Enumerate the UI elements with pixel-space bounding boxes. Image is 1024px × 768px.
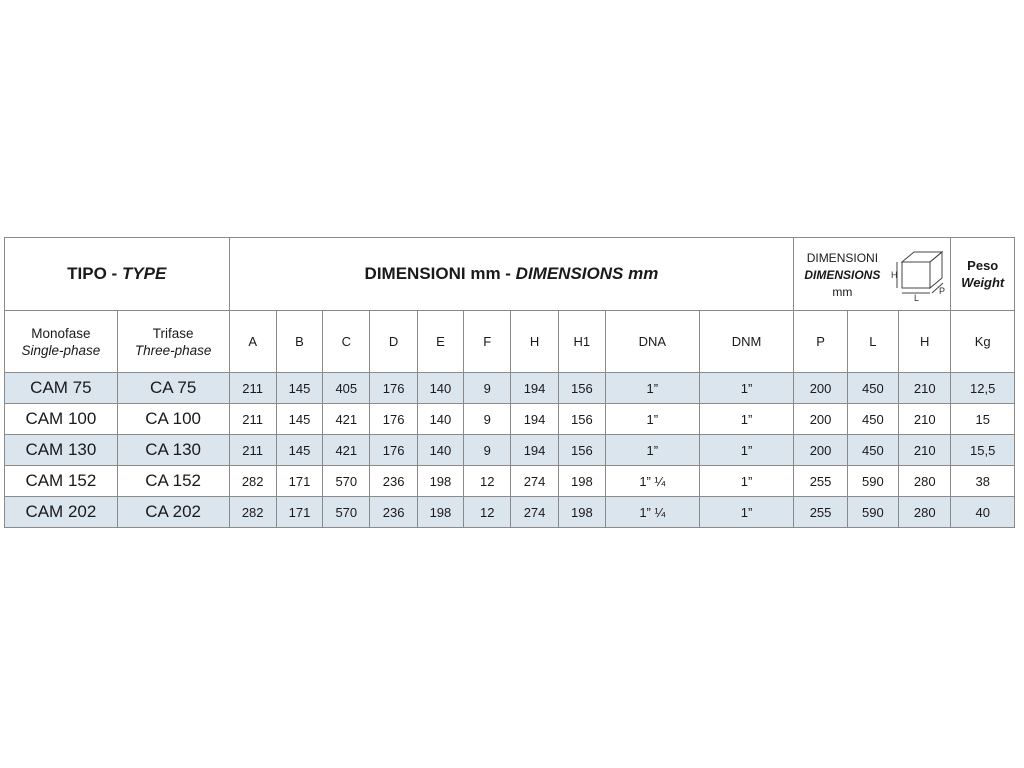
dimensions-table — [4, 237, 1015, 528]
table-row — [5, 497, 1015, 528]
three-phase-model: CA 130 — [117, 435, 229, 466]
table-row — [5, 404, 1015, 435]
cell-h: 194 — [511, 404, 558, 435]
cell-pack-p: 255 — [794, 466, 847, 497]
weight-header-text — [951, 257, 1014, 291]
cell-b: 145 — [276, 435, 322, 466]
cell-c: 570 — [323, 466, 370, 497]
dimensions-header-text — [365, 264, 659, 283]
cell-b: 145 — [276, 373, 322, 404]
cell-pack-p: 200 — [794, 435, 847, 466]
cell-pack-l: 450 — [847, 404, 898, 435]
title-row — [5, 238, 1015, 311]
cell-d: 176 — [370, 435, 417, 466]
cell-pack-l: 450 — [847, 435, 898, 466]
column-header-d: D — [370, 311, 417, 373]
cell-c: 405 — [323, 373, 370, 404]
cell-h: 274 — [511, 466, 558, 497]
type-header-text — [67, 264, 166, 283]
cell-a: 211 — [229, 435, 276, 466]
cell-h: 274 — [511, 497, 558, 528]
cell-pack-l: 450 — [847, 373, 898, 404]
cell-b: 171 — [276, 497, 322, 528]
cell-h: 194 — [511, 373, 558, 404]
cell-e: 140 — [417, 404, 463, 435]
cell-f: 12 — [464, 466, 511, 497]
column-header-f: F — [464, 311, 511, 373]
single-phase-model: CAM 202 — [5, 497, 118, 528]
cell-f: 9 — [464, 373, 511, 404]
cell-pack-h: 210 — [899, 435, 951, 466]
cell-d: 176 — [370, 404, 417, 435]
cell-kg: 40 — [951, 497, 1015, 528]
cell-b: 145 — [276, 404, 322, 435]
packaging-header-text — [796, 250, 888, 301]
cell-h1: 198 — [558, 497, 605, 528]
cell-pack-h: 210 — [899, 404, 951, 435]
weight-label-en: Weight — [961, 275, 1005, 290]
single-phase-label-en: Single-phase — [21, 342, 101, 358]
single-phase-model: CAM 152 — [5, 466, 118, 497]
cell-e: 198 — [417, 497, 463, 528]
packaging-label-en: DIMENSIONS — [804, 268, 881, 282]
cell-b: 171 — [276, 466, 322, 497]
column-header-b: B — [276, 311, 322, 373]
packaging-header — [794, 238, 951, 311]
cell-pack-h: 210 — [899, 373, 951, 404]
single-phase-model: CAM 100 — [5, 404, 118, 435]
three-phase-model: CA 152 — [117, 466, 229, 497]
cell-h1: 156 — [558, 435, 605, 466]
cell-kg: 12,5 — [951, 373, 1015, 404]
cell-dnm: 1” — [699, 435, 794, 466]
column-header-pack-l: L — [847, 311, 898, 373]
subheader-row — [5, 311, 1015, 373]
cell-dna: 1” — [606, 435, 700, 466]
single-phase-model: CAM 75 — [5, 373, 118, 404]
cell-dnm: 1” — [699, 373, 794, 404]
cell-h: 194 — [511, 435, 558, 466]
column-header-h1: H1 — [558, 311, 605, 373]
cell-pack-l: 590 — [847, 466, 898, 497]
cell-dna: 1” — [606, 373, 700, 404]
cell-c: 421 — [323, 404, 370, 435]
cell-dna: 1” — [606, 404, 700, 435]
cell-pack-l: 590 — [847, 497, 898, 528]
cell-a: 211 — [229, 373, 276, 404]
cell-pack-p: 200 — [794, 404, 847, 435]
cell-d: 236 — [370, 466, 417, 497]
three-phase-header — [117, 311, 229, 373]
dimensions-header — [229, 238, 794, 311]
box-dimensions-icon — [890, 244, 948, 302]
weight-label-it: Peso — [967, 258, 999, 273]
cell-dna: 1” ¼ — [606, 497, 700, 528]
type-header — [5, 238, 230, 311]
icon-label-p: P — [939, 286, 946, 296]
dimensions-label-en: DIMENSIONS mm — [515, 264, 659, 283]
column-header-a: A — [229, 311, 276, 373]
cell-h1: 198 — [558, 466, 605, 497]
cell-pack-p: 255 — [794, 497, 847, 528]
icon-label-h: H — [891, 270, 898, 280]
cell-d: 236 — [370, 497, 417, 528]
cell-d: 176 — [370, 373, 417, 404]
cell-c: 570 — [323, 497, 370, 528]
type-label-it: TIPO - — [67, 264, 122, 283]
table-row — [5, 466, 1015, 497]
packaging-unit: mm — [832, 285, 853, 299]
table-row — [5, 373, 1015, 404]
single-phase-header — [5, 311, 118, 373]
cell-c: 421 — [323, 435, 370, 466]
cell-dnm: 1” — [699, 404, 794, 435]
dimensions-label-it: DIMENSIONI mm - — [364, 264, 516, 283]
cell-e: 140 — [417, 435, 463, 466]
three-phase-model: CA 75 — [117, 373, 229, 404]
cell-a: 282 — [229, 466, 276, 497]
cell-e: 198 — [417, 466, 463, 497]
table-body — [5, 373, 1015, 528]
column-header-kg: Kg — [951, 311, 1015, 373]
cell-kg: 38 — [951, 466, 1015, 497]
cell-f: 9 — [464, 404, 511, 435]
cell-e: 140 — [417, 373, 463, 404]
three-phase-label-it: Trifase — [152, 325, 194, 341]
cell-dna: 1” ¼ — [606, 466, 700, 497]
table-row — [5, 435, 1015, 466]
three-phase-header-text — [118, 325, 229, 359]
column-header-e: E — [417, 311, 463, 373]
single-phase-header-text — [5, 325, 117, 359]
cell-dnm: 1” — [699, 497, 794, 528]
cell-f: 12 — [464, 497, 511, 528]
cell-pack-h: 280 — [899, 466, 951, 497]
single-phase-label-it: Monofase — [31, 325, 91, 341]
cell-dnm: 1” — [699, 466, 794, 497]
packaging-header-wrap — [794, 238, 950, 310]
cell-a: 211 — [229, 404, 276, 435]
column-header-pack-h: H — [899, 311, 951, 373]
packaging-label-it: DIMENSIONI — [806, 251, 879, 265]
icon-label-l: L — [914, 293, 920, 302]
three-phase-model: CA 202 — [117, 497, 229, 528]
cell-h1: 156 — [558, 373, 605, 404]
column-header-c: C — [323, 311, 370, 373]
cell-h1: 156 — [558, 404, 605, 435]
weight-header — [951, 238, 1015, 311]
cell-f: 9 — [464, 435, 511, 466]
column-header-dnm: DNM — [699, 311, 794, 373]
column-header-dna: DNA — [606, 311, 700, 373]
column-header-h: H — [511, 311, 558, 373]
three-phase-model: CA 100 — [117, 404, 229, 435]
cell-a: 282 — [229, 497, 276, 528]
three-phase-label-en: Three-phase — [134, 342, 212, 358]
cell-kg: 15,5 — [951, 435, 1015, 466]
single-phase-model: CAM 130 — [5, 435, 118, 466]
cell-kg: 15 — [951, 404, 1015, 435]
cell-pack-h: 280 — [899, 497, 951, 528]
column-header-pack-p: P — [794, 311, 847, 373]
type-label-en: TYPE — [121, 264, 167, 283]
cell-pack-p: 200 — [794, 373, 847, 404]
